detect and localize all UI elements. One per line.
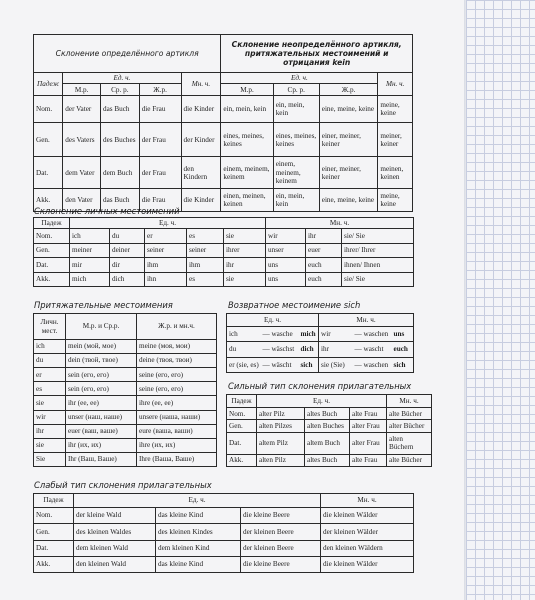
table-cell: er [145, 229, 187, 243]
table-row [34, 424, 217, 438]
table-row [34, 157, 413, 189]
table-cell: die kleinen Wälder [321, 556, 414, 572]
reflexive-cell: dich [299, 342, 319, 357]
table-cell: uns [266, 272, 306, 286]
pronoun-cell: ich [227, 327, 261, 342]
table-cell: alter Bücher [387, 420, 432, 432]
table-cell: ein, mein, kein [221, 96, 273, 123]
table-row [34, 556, 414, 572]
table-cell: sein (его, его) [66, 382, 137, 396]
case-cell: Dat. [34, 258, 70, 272]
singular-header: Ед. ч. [70, 218, 266, 229]
neut-header: Ср. р. [100, 84, 139, 96]
table-cell: die Frau [139, 96, 181, 123]
table-cell: seine (его, его) [137, 382, 217, 396]
table-cell: altem Buch [305, 432, 350, 454]
plural-header: Мн. ч. [266, 218, 414, 229]
table-cell: der kleinen Beere [241, 540, 321, 556]
table-cell: dich [110, 272, 145, 286]
table-cell: ich [34, 340, 66, 354]
table-cell: dein (твой, твое) [66, 354, 137, 368]
table-cell: des kleinen Kindes [156, 524, 241, 540]
plural-header: Мн. ч. [319, 314, 414, 327]
table-row [227, 420, 432, 432]
table-row [34, 340, 217, 354]
fem-header: Ж.р. [139, 84, 181, 96]
table-row [34, 258, 414, 272]
table-cell: es [187, 229, 224, 243]
table-cell: dir [110, 258, 145, 272]
table-cell: die Kinder [181, 189, 221, 212]
case-cell: Nom. [227, 408, 257, 420]
table-cell: ihr (их, их) [66, 438, 137, 452]
table-row [34, 272, 414, 286]
case-cell: Akk. [34, 189, 63, 212]
plural-header: Мн. ч. [181, 73, 221, 96]
verb-cell: — wäscht [261, 357, 299, 372]
table-cell: den kleinen Wäldern [321, 540, 414, 556]
table-cell: wir [266, 229, 306, 243]
table-cell: sie [34, 396, 66, 410]
indefinite-article-title: Склонение неопределённого артикля, притяжательных местоимений и отрицания kein [221, 35, 413, 73]
table-cell: sie [34, 438, 66, 452]
table-cell: meine (моя, мои) [137, 340, 217, 354]
table-cell: der kleine Wald [74, 508, 156, 524]
table-cell: einer, meiner, keiner [319, 123, 378, 157]
table-cell: eines, meines, keines [221, 123, 273, 157]
case-cell: Nom. [34, 96, 63, 123]
table-row [34, 229, 414, 243]
masc-neut-header: М.р. и Ср.р. [66, 314, 137, 340]
singular-header: Ед. ч. [257, 395, 387, 408]
table-cell: sie [224, 272, 266, 286]
pronoun-cell: er (sie, es) [227, 357, 261, 372]
person-header: Личн. мест. [34, 314, 66, 340]
table-cell: alten Pilz [257, 454, 305, 466]
table-cell: den Vater [63, 189, 101, 212]
strong-adjective-table [226, 394, 432, 467]
table-cell: altes Buch [305, 408, 350, 420]
table-row [34, 354, 217, 368]
table-cell: meinen, keinen [378, 157, 413, 189]
table-cell: unser [266, 243, 306, 257]
table-cell: einen, meinen, keinen [221, 189, 273, 212]
case-cell: Gen. [227, 420, 257, 432]
singular-header: Ед. ч. [74, 494, 321, 508]
reflexive-cell: uns [392, 327, 414, 342]
table-row [34, 123, 413, 157]
plural-header: Мн. ч. [321, 494, 414, 508]
table-cell: die Kinder [181, 96, 221, 123]
table-row [34, 396, 217, 410]
case-header: Падеж [227, 395, 257, 408]
table-row [34, 540, 414, 556]
table-row [34, 452, 217, 466]
table-cell: es [187, 272, 224, 286]
neut-header: Ср. р. [273, 84, 319, 96]
table-cell: euer [306, 243, 342, 257]
table-cell: sie/ Sie [342, 229, 414, 243]
table-cell: er [34, 368, 66, 382]
table-row [227, 327, 414, 342]
table-cell: ihm [187, 258, 224, 272]
table-cell: seine (его, его) [137, 368, 217, 382]
table-row [34, 438, 217, 452]
definite-article-title: Склонение определённого артикля [34, 35, 221, 73]
table-cell: den kleinen Wald [74, 556, 156, 572]
table-cell: dem kleinen Wald [74, 540, 156, 556]
table-cell: des Vaters [63, 123, 101, 157]
singular-header: Ед. ч. [63, 73, 181, 84]
table-cell: der kleinen Beere [241, 524, 321, 540]
table-cell: altes Buch [305, 454, 350, 466]
table-cell: ihre (их, их) [137, 438, 217, 452]
case-cell: Dat. [34, 157, 63, 189]
case-cell: Dat. [34, 540, 74, 556]
table-cell: sein (его, его) [66, 368, 137, 382]
table-cell: alte Bücher [387, 408, 432, 420]
personal-pronouns-title: Склонение личных местоимений [34, 206, 180, 216]
table-cell: du [34, 354, 66, 368]
table-row [34, 96, 413, 123]
table-row [227, 454, 432, 466]
case-cell: Akk. [34, 272, 70, 286]
table-cell: ein, mein, kein [273, 189, 319, 212]
table-cell: ihr [34, 424, 66, 438]
table-cell: einem, meinem, keinem [273, 157, 319, 189]
table-cell: seiner [145, 243, 187, 257]
table-cell: unser (наш, наше) [66, 410, 137, 424]
masc-header: М.р. [221, 84, 273, 96]
table-cell: eine, meine, keine [319, 96, 378, 123]
table-cell: es [34, 382, 66, 396]
table-cell: seiner [187, 243, 224, 257]
case-cell: Akk. [227, 454, 257, 466]
case-cell: Gen. [34, 123, 63, 157]
table-cell: euch [306, 258, 342, 272]
table-cell: alte Bücher [387, 454, 432, 466]
fem-header: Ж.р. [319, 84, 378, 96]
verb-cell: — wäschst [261, 342, 299, 357]
table-cell: deine (твоя, твои) [137, 354, 217, 368]
table-cell: das Buch [100, 189, 139, 212]
table-cell: meiner [70, 243, 110, 257]
table-cell: meine, keine [378, 96, 413, 123]
table-cell: alte Frau [350, 408, 387, 420]
table-cell: ich [70, 229, 110, 243]
fem-plural-header: Ж.р. и мн.ч. [137, 314, 217, 340]
case-cell: Nom. [34, 508, 74, 524]
pronoun-cell: ihr [319, 342, 353, 357]
table-cell: sie/ Sie [342, 272, 414, 286]
table-cell: alten Pilzes [257, 420, 305, 432]
table-cell: dem kleinen Kind [156, 540, 241, 556]
table-cell: des Buches [100, 123, 139, 157]
table-cell: ein, mein, kein [273, 96, 319, 123]
reflexive-pronoun-title: Возвратное местоимение sich [228, 300, 361, 310]
table-cell: du [110, 229, 145, 243]
plural-header: Мн. ч. [378, 73, 413, 96]
singular-header: Ед. ч. [221, 73, 378, 84]
table-row [227, 342, 414, 357]
article-declension-table [33, 34, 413, 212]
table-row [227, 432, 432, 454]
table-row [34, 524, 414, 540]
table-cell: die kleinen Wälder [321, 508, 414, 524]
table-cell: alter Pilz [257, 408, 305, 420]
pronoun-cell: wir [319, 327, 353, 342]
verb-cell: — wasche [261, 327, 299, 342]
reflexive-cell: sich [392, 357, 414, 372]
table-cell: alter Frau [350, 432, 387, 454]
table-cell: die kleine Beere [241, 508, 321, 524]
table-row [34, 508, 414, 524]
table-cell: Ihr (Ваш, Ваше) [66, 452, 137, 466]
masc-header: М.р. [63, 84, 101, 96]
case-header: Падеж [34, 218, 70, 229]
table-cell: mein (мой, мое) [66, 340, 137, 354]
reflexive-cell: sich [299, 357, 319, 372]
reflexive-pronoun-table [226, 313, 414, 373]
possessive-pronouns-title: Притяжательные местоимения [34, 300, 173, 310]
table-cell: das Buch [100, 96, 139, 123]
verb-cell: — waschen [353, 357, 392, 372]
table-cell: dem Buch [100, 157, 139, 189]
table-cell: mich [70, 272, 110, 286]
table-cell: einer, meiner, keiner [319, 157, 378, 189]
table-cell: wir [34, 410, 66, 424]
table-cell: der Vater [63, 96, 101, 123]
table-cell: ihre (ее, ее) [137, 396, 217, 410]
table-cell: deiner [110, 243, 145, 257]
table-cell: die Frau [139, 189, 181, 212]
table-cell: ihrer [224, 243, 266, 257]
verb-cell: — wascht [353, 342, 392, 357]
table-cell: Ihre (Ваша, Ваше) [137, 452, 217, 466]
table-cell: alter Frau [350, 420, 387, 432]
table-cell: ihr (ее, ее) [66, 396, 137, 410]
table-cell: mir [70, 258, 110, 272]
table-cell: unsere (наша, наши) [137, 410, 217, 424]
table-cell: ihnen/ Ihnen [342, 258, 414, 272]
table-cell: euch [306, 272, 342, 286]
table-cell: ihrer/ Ihrer [342, 243, 414, 257]
table-cell: des kleinen Waldes [74, 524, 156, 540]
table-cell: Sie [34, 452, 66, 466]
table-cell: sie [224, 229, 266, 243]
strong-adjective-title: Сильный тип склонения прилагательных [228, 381, 412, 391]
table-cell: alten Buches [305, 420, 350, 432]
pronoun-cell: du [227, 342, 261, 357]
table-cell: euer (ваш, ваше) [66, 424, 137, 438]
table-row [34, 243, 414, 257]
table-row [34, 368, 217, 382]
case-cell: Gen. [34, 524, 74, 540]
table-cell: die kleine Beere [241, 556, 321, 572]
case-header: Падеж [34, 494, 74, 508]
case-header: Падеж [34, 73, 63, 96]
singular-header: Ед. ч. [227, 314, 319, 327]
case-cell: Akk. [34, 556, 74, 572]
plural-header: Мн. ч. [387, 395, 432, 408]
table-cell: eure (ваша, ваши) [137, 424, 217, 438]
table-row [34, 410, 217, 424]
table-cell: eine, meine, keine [319, 189, 378, 212]
possessive-pronouns-table [33, 313, 217, 467]
table-cell: uns [266, 258, 306, 272]
table-cell: meine, keine [378, 189, 413, 212]
table-cell: meiner, keiner [378, 123, 413, 157]
reflexive-cell: mich [299, 327, 319, 342]
table-cell: ihm [145, 258, 187, 272]
table-cell: dem Vater [63, 157, 101, 189]
table-cell: der Kinder [181, 123, 221, 157]
table-cell: den Kindern [181, 157, 221, 189]
personal-pronouns-table [33, 217, 414, 287]
case-cell: Dat. [227, 432, 257, 454]
table-row [34, 382, 217, 396]
table-cell: alte Frau [350, 454, 387, 466]
table-cell: ihr [224, 258, 266, 272]
table-cell: ihn [145, 272, 187, 286]
table-cell: ihr [306, 229, 342, 243]
table-row [227, 357, 414, 372]
table-cell: eines, meines, keines [273, 123, 319, 157]
table-row [227, 408, 432, 420]
table-cell: der kleinen Wälder [321, 524, 414, 540]
graph-paper [466, 0, 535, 600]
table-cell: einem, meinem, keinem [221, 157, 273, 189]
table-cell: der Frau [139, 157, 181, 189]
table-cell: alten Büchern [387, 432, 432, 454]
table-cell: der Frau [139, 123, 181, 157]
reflexive-cell: euch [392, 342, 414, 357]
table-cell: altem Pilz [257, 432, 305, 454]
table-cell: das kleine Kind [156, 508, 241, 524]
table-cell: das kleine Kind [156, 556, 241, 572]
weak-adjective-table [33, 493, 414, 573]
case-cell: Gen. [34, 243, 70, 257]
case-cell: Nom. [34, 229, 70, 243]
pronoun-cell: sie (Sie) [319, 357, 353, 372]
weak-adjective-title: Слабый тип склонения прилагательных [34, 480, 212, 490]
verb-cell: — waschen [353, 327, 392, 342]
